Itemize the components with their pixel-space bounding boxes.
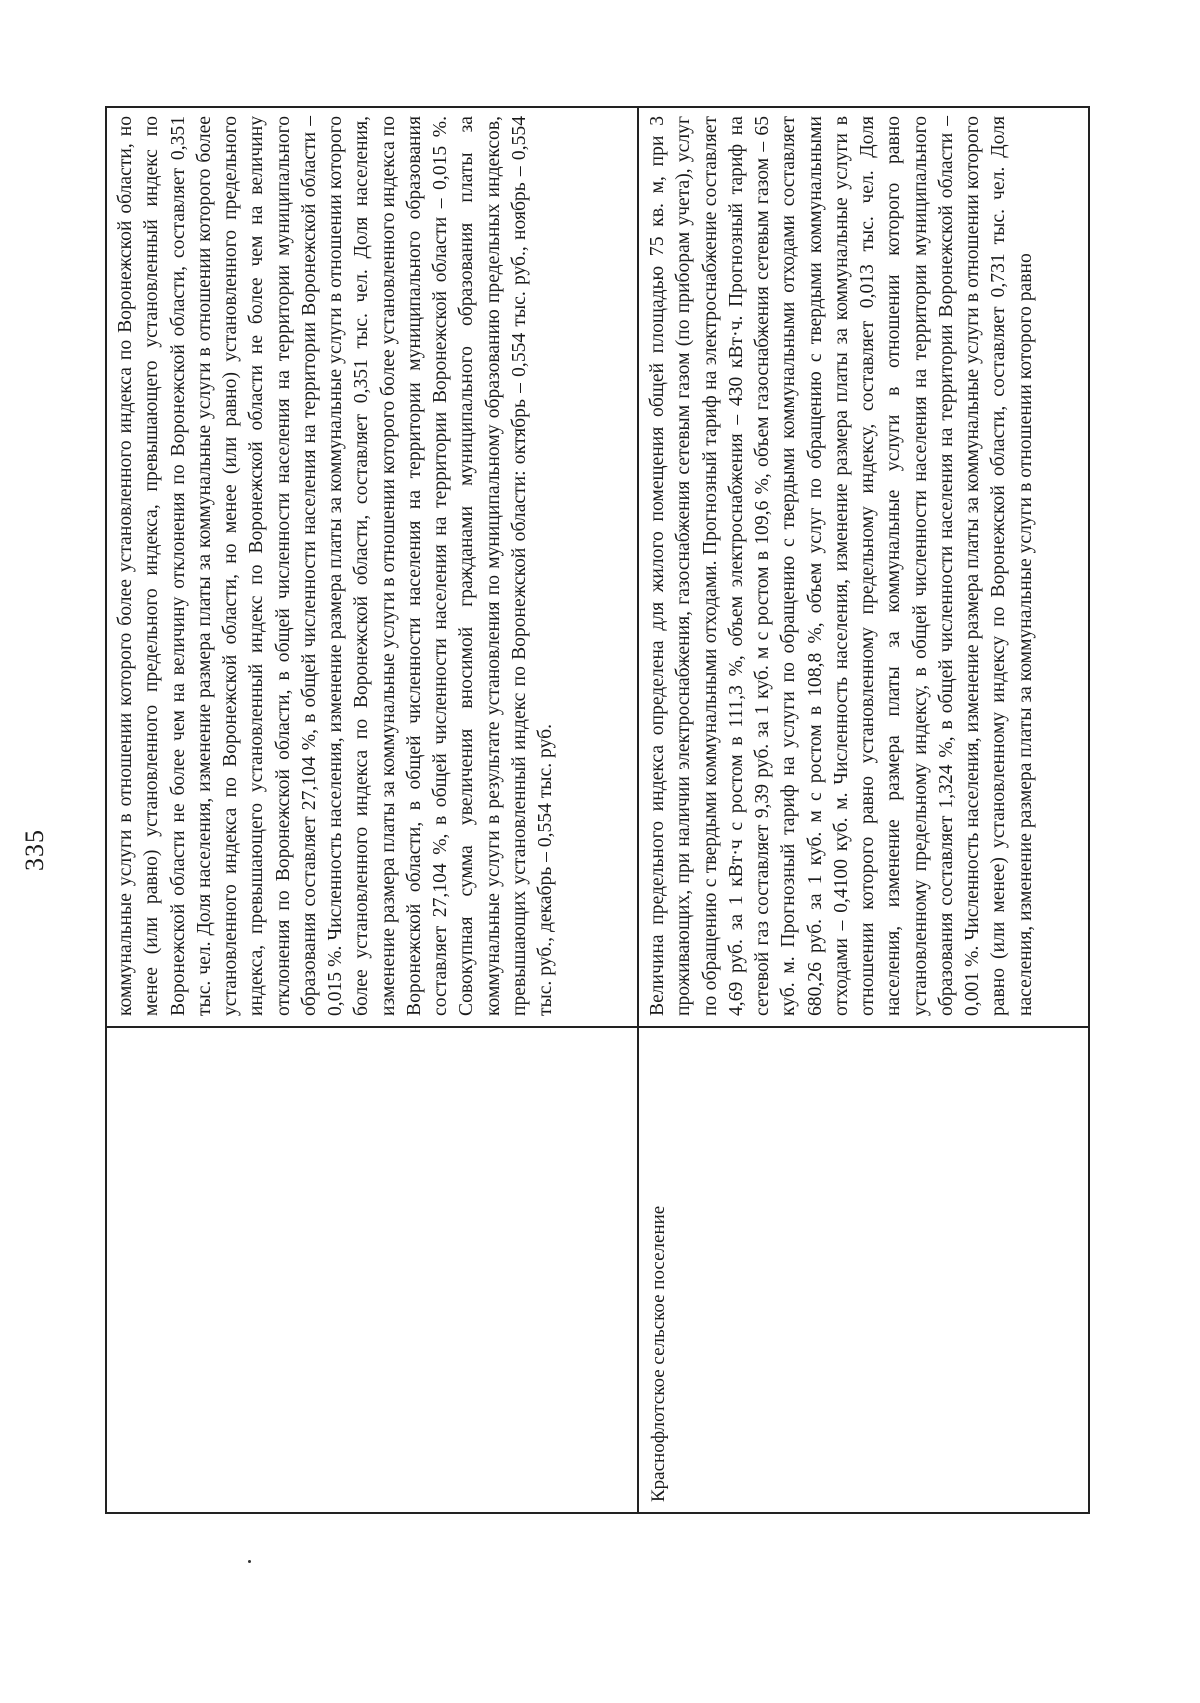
document-table: [105, 106, 1090, 1514]
description-cell: Величина предельного индекса определена для жилого помещения общей площадью 75 кв. м, при 3 проживающих, при наличии электроснабжения, газоснабжения сетевым газом (по приборам учета), услуг по обращению с твердыми коммунальными отходами. Прогнозный тариф на электроснабжение составляет 4,69 руб. за 1 кВт·ч с ростом в 111,3 %, объем электроснабжения – 430 кВт·ч. Прогнозный тариф на сетевой газ составляет 9,39 руб. за 1 куб. м с ростом в 109,6 %, объем газоснабжения сетевым газом – 65 куб. м. Прогнозный тариф на услуги по обращению с твердыми коммунальными отходами составляет 680,26 руб. за 1 куб. м с ростом в 108,8 %, объем услуг по обращению с твердыми коммунальными отходами – 0,4100 куб. м. Численность населения, изменение размера платы за коммунальные услуги в отношении которого равно установленному предельному индексу, составляет 0,013 тыс. чел. Доля населения, изменение размера платы за коммунальные услуги в отношении которого равно установленному предельному индексу, в общей численности населения на территории муниципального образования составляет 1,324 %, в общей численности населения на территории Воронежской области – 0,001 %. Численность населения, изменение размера платы за коммунальные услуги в отношении которого равно (или менее) установленному индексу по Воронежской области, составляет 0,731 тыс. чел. Доля населения, изменение размера платы за коммунальные услуги в отношении которого равно: [647, 116, 1036, 1016]
page-number: 335: [20, 829, 49, 871]
table-row: [639, 108, 1088, 1512]
municipality-cell: [107, 1026, 637, 1512]
rotated-page: [0, 90, 1200, 1610]
table-row: [107, 108, 639, 1512]
municipality-cell: Краснофлотское сельское поселение: [639, 1026, 1088, 1512]
scan-speck: [248, 1560, 251, 1563]
description-cell: коммунальные услуги в отношении которого более установленного индекса по Воронежской области, но менее (или равно) установленного предельного индекса, превышающего установленный индекс по Воронежской области не более чем на величину отклонения по Воронежской области, составляет 0,351 тыс. чел. Доля населения, изменение размера платы за коммунальные услуги в отношении которого более установленного индекса по Воронежской области, но менее (или равно) установленного предельного индекса, превышающего установленный индекс по Воронежской области не более чем на величину отклонения по Воронежской области, в общей численности населения на территории муниципального образования составляет 27,104 %, в общей численности населения на территории Воронежской области – 0,015 %. Численность населения, изменение размера платы за коммунальные услуги в отношении которого более установленного индекса по Воронежской области, составляет 0,351 тыс. чел. Доля населения, изменение размера платы за коммунальные услуги в отношении которого более установленного индекса по Воронежской области, в общей численности населения на территории муниципального образования составляет 27,104 %, в общей численности населения на территории Воронежской области – 0,015 %. Совокупная сумма увеличения вносимой гражданами муниципального образования платы за коммунальные услуги в результате установления по муниципальному образованию предельных индексов, превышающих установленный индекс по Воронежской области: октябрь – 0,554 тыс. руб., ноябрь – 0,554 тыс. руб., декабрь – 0,554 тыс. руб.: [115, 116, 556, 1016]
